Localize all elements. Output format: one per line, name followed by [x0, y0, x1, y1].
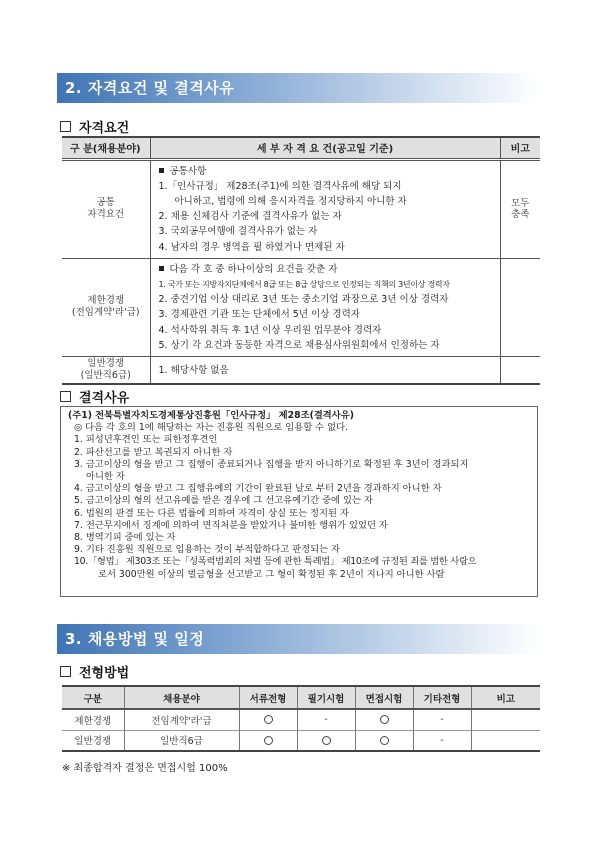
list-item: 로서 300만원 이상의 벌금형을 선고받고 그 형이 확정된 후 2년이 지나지 아니한 사람: [98, 568, 445, 580]
cell-other: -: [413, 709, 471, 730]
header-written: 필기시험: [297, 686, 355, 709]
header-type: 구분: [62, 686, 124, 709]
header-document: 서류전형: [239, 686, 297, 709]
list-item: 3. 금고이상의 형을 받고 그 집행이 종료되거나 집행을 받지 아니하기로 확정된 후 3년이 경과되지: [74, 458, 469, 470]
disqualifications-box: [60, 406, 538, 597]
row-note: 모두 충족: [500, 159, 540, 258]
method-footnote: ※ 최종합격자 결정은 면접시험 100%: [62, 763, 228, 774]
list-item: 7. 전근무지에서 징계에 의하여 면직처분을 받았거나 불미한 행위가 있었던 자: [74, 519, 388, 531]
disqualification-intro: ◎ 다음 각 호의 1에 해당하는 자는 진흥원 직원으로 임용할 수 없다.: [74, 422, 349, 434]
section-2-title: 2. 자격요건 및 결격사유: [65, 79, 235, 97]
row-details: 1. 해당사항 없음: [150, 356, 500, 384]
table-row: [62, 258, 540, 356]
square-bullet-icon: [60, 121, 71, 132]
list-item: 9. 기타 진흥원 직원으로 임용하는 것이 부적합하다고 판정되는 자: [74, 544, 341, 556]
square-bullet-icon: [60, 666, 71, 677]
row-note: [500, 356, 540, 384]
cell-note: [471, 730, 540, 751]
row-category: 제한경쟁 (전임계약'라'급): [62, 258, 150, 356]
circle-mark-icon: [322, 736, 331, 745]
list-item: 아니한 자: [86, 471, 125, 483]
square-bullet-icon: [60, 391, 71, 402]
header-category: 구 분(채용분야): [62, 137, 150, 159]
table-header-row: [62, 137, 540, 159]
list-item: 2. 파산선고를 받고 복권되지 아니한 자: [74, 446, 233, 458]
header-interview: 면접시험: [355, 686, 413, 709]
table-row: [62, 159, 540, 258]
table-row: [62, 730, 540, 751]
cell-type: 일반경쟁: [62, 730, 124, 751]
cell-other: -: [413, 730, 471, 751]
circle-mark-icon: [380, 715, 389, 724]
header-other: 기타전형: [413, 686, 471, 709]
table-row: [62, 709, 540, 730]
cell-interview: [355, 730, 413, 751]
cell-interview: [355, 709, 413, 730]
row-category: 공통 자격요건: [62, 159, 150, 258]
qualifications-subtitle: 자격요건: [60, 117, 129, 136]
row-details: 공통사항 1.「인사규정」 제28조(주1)에 의한 결격사유에 해당 되지 아니하고, 법령에 의해 응시자격을 정지당하지 아니한 자 2. 채용 신체검사 기준에 결격사유가 없는 자 3. 국외공무여행에 결격사유가 없는 자 4. 남자의 경우 병역을 필 하였거나 면제된 자: [150, 159, 500, 258]
list-item: 8. 병역기피 중에 있는 자: [74, 532, 176, 544]
header-details: 세 부 자 격 요 건(공고일 기준): [150, 137, 500, 159]
selection-method-table: [62, 685, 540, 752]
qualifications-table: [62, 136, 540, 385]
cell-document: [239, 730, 297, 751]
bullet-icon: [159, 266, 164, 271]
table-header-row: [62, 686, 540, 709]
section-2-banner: [57, 73, 540, 103]
disqualification-heading: (주1) 전북특별자치도경제통상진흥원「인사규정」 제28조(결격사유): [68, 410, 354, 421]
cell-written: -: [297, 709, 355, 730]
list-item: 4. 금고이상의 형을 받고 그 집행유예의 기간이 완료된 날로 부터 2년을 경과하지 아니한 자: [74, 483, 442, 495]
row-note: [500, 258, 540, 356]
cell-note: [471, 709, 540, 730]
row-category: 일반경쟁 (일반직6급): [62, 356, 150, 384]
cell-field: 일반직6급: [124, 730, 239, 751]
header-field: 채용분야: [124, 686, 239, 709]
list-item: 5. 금고이상의 형의 선고유예를 받은 경우에 그 선고유예기간 중에 있는 자: [74, 495, 373, 507]
bullet-icon: [159, 168, 164, 173]
circle-mark-icon: [264, 715, 273, 724]
cell-written: [297, 730, 355, 751]
section-3-title: 3. 채용방법 및 일정: [65, 630, 205, 648]
table-row: [62, 356, 540, 384]
header-note: 비고: [500, 137, 540, 159]
method-subtitle: 전형방법: [60, 662, 129, 681]
circle-mark-icon: [264, 736, 273, 745]
list-item: 6. 법원의 판결 또는 다른 법률에 의하여 자격이 상실 또는 정지된 자: [74, 507, 349, 519]
header-note: 비고: [471, 686, 540, 709]
circle-mark-icon: [380, 736, 389, 745]
cell-field: 전임계약'라'급: [124, 709, 239, 730]
row-details: 다음 각 호 중 하나이상의 요건을 갖춘 자 1. 국가 또는 지방자치단체에서 8급 또는 8급 상당으로 인정되는 직책의 3년이상 경력자 2. 중견기업 이상 대리로 3년 또는 중소기업 과장으로 3년 이상 경력자 3. 경제관련 기관 또는 단체에서 5년 이상 경력자 4. 석사학위 취득 후 1년 이상 우리원 업무분야 경력자 5. 상기 각 요건과 동등한 자격으로 채용심사위원회에서 인정하는 자: [150, 258, 500, 356]
disqualifications-subtitle: 결격사유: [60, 387, 129, 406]
cell-type: 제한경쟁: [62, 709, 124, 730]
cell-document: [239, 709, 297, 730]
section-3-banner: [57, 624, 540, 654]
list-item: 10.「형법」 제303조 또는「성폭력범죄의 처벌 등에 관한 특례법」 제10조에 규정된 죄를 범한 사람으: [74, 556, 477, 568]
list-item: 1. 피성년후견인 또는 피한정후견인: [74, 434, 218, 446]
